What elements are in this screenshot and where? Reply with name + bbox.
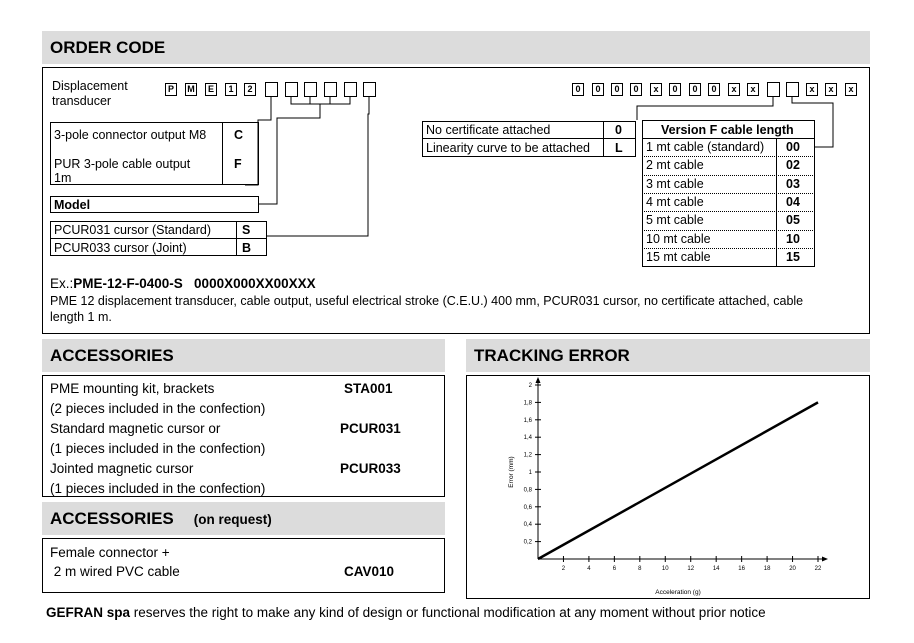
x-tick-label: 8 [638,566,642,572]
acc-item-1-line1: Standard magnetic cursor or [50,421,221,436]
cursor-s-label: PCUR031 cursor (Standard) [54,223,212,237]
cable-table-title: Version F cable length [661,123,794,137]
y-tick-label: 2 [528,383,532,389]
code-right-13: x [806,83,818,96]
cursor-row-divider [50,238,267,239]
cable-row-code: 00 [786,140,800,154]
cable-row-label: 15 mt cable [646,249,711,264]
y-tick-label: 1,2 [523,452,532,459]
acc-item-0-code: STA001 [344,381,393,396]
footer-text: reserves the right to make any kind of design or functional modification at any moment without prior notice [130,605,766,620]
code-right-2: 0 [592,83,604,96]
acc-request-line1: Female connector + [50,545,170,560]
connector-c-code: C [234,128,244,142]
cursor-b-label: PCUR033 cursor (Joint) [54,241,187,255]
y-tick-label: 1,4 [523,435,532,442]
code-digit-2: 2 [244,83,256,96]
y-tick-label: 0,6 [523,504,532,511]
cable-row-code: 10 [786,231,800,246]
connector-f-label-1: PUR 3-pole cable output [54,157,191,171]
cert-row-divider [422,138,636,139]
example-desc-1: PME 12 displacement transducer, cable output, useful electrical stroke (C.E.U.) 400 mm, PCUR031 cursor, no certificate attached, cable [50,294,804,308]
acc-item-1-code: PCUR031 [340,421,401,436]
cable-row-code: 05 [786,213,800,228]
x-tick-label: 4 [587,566,591,572]
tracking-title: TRACKING ERROR [474,346,630,365]
cable-row-code: 02 [786,158,800,173]
cable-row-label: 5 mt cable [646,213,704,228]
connector-f-label-2: 1m [54,171,72,185]
code-letter-e: E [205,83,217,96]
cable-row-divider [642,248,815,249]
x-tick-label: 22 [814,566,822,572]
acc-item-2-line1: Jointed magnetic cursor [50,461,194,476]
tracking-error-chart [466,375,870,599]
x-tick-label: 10 [661,566,669,572]
code-letter-p: P [165,83,177,96]
cable-row-label: 10 mt cable [646,231,711,246]
accessories-title: ACCESSORIES [50,346,174,365]
acc-request-line2: 2 m wired PVC cable [50,564,180,579]
code-right-9: x [728,83,740,96]
code-right-4: 0 [630,83,642,96]
transducer-label-1: Displacement [52,79,128,93]
connector-c-label: 3-pole connector output M8 [54,128,207,142]
cert-row-0-code: 0 [615,123,622,137]
y-tick-label: 0,4 [523,522,532,529]
footer-brand: GEFRAN spa [46,605,131,620]
code-digit-1: 1 [225,83,237,96]
example-code: PME-12-F-0400-S 0000X000XX00XXX [73,276,316,291]
x-axis-arrow [822,557,828,562]
acc-item-2-code: PCUR033 [340,461,401,476]
code-right-10: x [747,83,759,96]
accessories-header [42,339,445,372]
acc-item-0-line2: (2 pieces included in the confection) [50,401,266,416]
y-tick-label: 0,2 [523,539,532,546]
accessories-request-subtitle: (on request) [193,512,272,527]
series-line [538,402,818,559]
cert-row-1-label: Linearity curve to be attached [426,141,590,155]
y-tick-label: 1,6 [523,417,532,424]
footer-note [46,606,766,620]
accessories-request-header [42,502,445,535]
code-right-7: 0 [689,83,701,96]
cable-row-label: 4 mt cable [646,194,704,209]
cable-row-divider [642,175,815,176]
tracking-header [466,339,870,372]
y-tick-label: 0,8 [523,487,532,494]
code-right-14: x [825,83,837,96]
y-tick-label: 1,8 [523,400,532,407]
acc-request-code: CAV010 [344,564,395,579]
order-code-title: ORDER CODE [50,38,166,57]
cable-row-code: 15 [786,249,800,264]
cert-row-1-code: L [615,141,623,155]
x-tick-label: 18 [763,566,771,572]
connector-f-code: F [234,157,242,171]
cursor-s-code: S [242,223,251,237]
x-tick-label: 12 [687,566,695,572]
acc-item-2-line2: (1 pieces included in the confection) [50,481,266,496]
x-axis-label: Acceleration (g) [655,589,701,596]
cursor-b-code: B [242,241,252,255]
x-tick-label: 14 [712,566,720,572]
cable-row-divider [642,211,815,212]
code-right-15: x [845,83,857,96]
example-desc-2: length 1 m. [50,310,112,324]
x-tick-label: 16 [738,566,745,572]
code-right-5: x [650,83,662,96]
acc-item-0-line1: PME mounting kit, brackets [50,381,215,396]
cable-row-divider [642,156,815,157]
transducer-label-2: transducer [52,94,112,108]
acc-item-1-line2: (1 pieces included in the confection) [50,441,266,456]
y-axis-label: Error (mm) [508,456,515,488]
code-letter-m: M [185,83,197,96]
code-right-3: 0 [611,83,623,96]
cert-row-0-label: No certificate attached [426,123,551,137]
y-tick-label: 1 [528,470,532,476]
model-label: Model [54,198,91,212]
cable-row-divider [642,193,815,194]
accessories-request-title: ACCESSORIES [50,509,174,528]
cable-row-divider [642,230,815,231]
y-axis-arrow [536,377,541,383]
cable-row-code: 03 [786,176,800,191]
x-tick-label: 6 [612,566,617,572]
code-right-6: 0 [669,83,681,96]
example-prefix: Ex.: [50,276,74,291]
x-tick-label: 2 [561,566,566,572]
example-line [50,277,316,291]
cable-row-label: 2 mt cable [646,158,704,173]
cable-row-code: 04 [786,194,800,209]
x-tick-label: 20 [789,566,796,572]
code-right-1: 0 [572,83,584,96]
cable-row-label: 1 mt cable (standard) [646,140,765,154]
cable-row-label: 3 mt cable [646,176,704,191]
code-right-8: 0 [708,83,720,96]
cable-row-divider [642,138,815,139]
